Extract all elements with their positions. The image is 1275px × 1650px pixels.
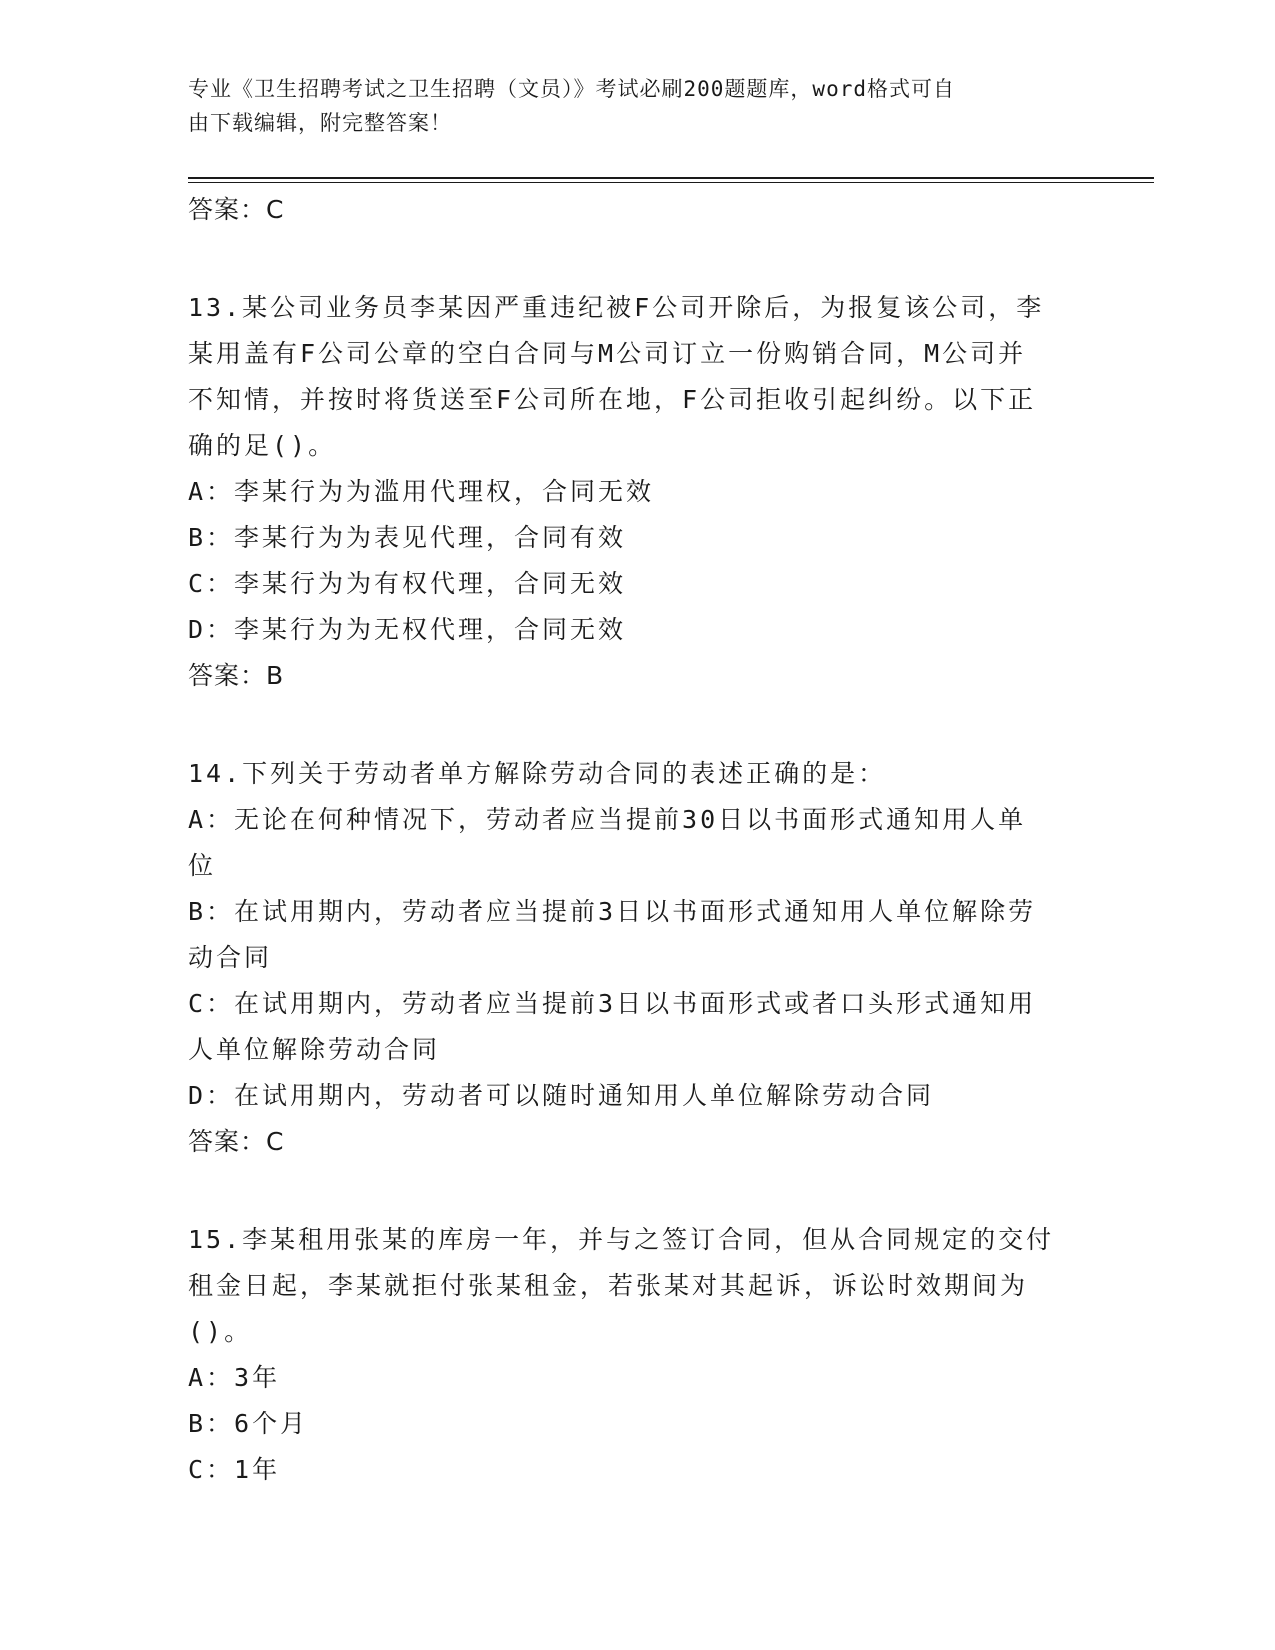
question-13-option-c: C：李某行为为有权代理，合同无效: [188, 569, 627, 598]
question-15: [188, 1217, 1088, 1493]
question-14-option-a-2: 位: [188, 851, 217, 880]
spacer: [188, 1165, 1088, 1217]
answer-previous: 答案：C: [188, 195, 285, 224]
question-14-option-d: D：在试用期内，劳动者可以随时通知用人单位解除劳动合同: [188, 1081, 935, 1110]
question-13: [188, 285, 1088, 699]
question-14-option-a-1: A：无论在何种情况下，劳动者应当提前30日以书面形式通知用人单: [188, 805, 1027, 834]
header-divider-thin: [188, 182, 1154, 183]
question-15-text-1: 15.李某租用张某的库房一年，并与之签订合同，但从合同规定的交付: [188, 1225, 1055, 1254]
question-14-option-b-1: B：在试用期内，劳动者应当提前3日以书面形式通知用人单位解除劳: [188, 897, 1037, 926]
question-15-text-2: 租金日起，李某就拒付张某租金，若张某对其起诉，诉讼时效期间为: [188, 1271, 1029, 1300]
question-15-text-3: ()。: [188, 1317, 253, 1346]
document-body: [188, 187, 1088, 1493]
question-14-text-1: 14.下列关于劳动者单方解除劳动合同的表述正确的是：: [188, 759, 887, 788]
question-14-option-c-2: 人单位解除劳动合同: [188, 1035, 441, 1064]
question-14: [188, 751, 1088, 1165]
header-line-2: 由下载编辑，附完整答案！: [188, 111, 452, 135]
question-13-text-2: 某用盖有F公司公章的空白合同与M公司订立一份购销合同，M公司并: [188, 339, 1027, 368]
spacer: [188, 233, 1088, 285]
question-13-text-1: 13.某公司业务员李某因严重违纪被F公司开除后，为报复该公司，李: [188, 293, 1045, 322]
spacer: [188, 699, 1088, 751]
question-13-option-d: D：李某行为为无权代理，合同无效: [188, 615, 627, 644]
document-header: [188, 72, 1068, 140]
question-13-answer: 答案：B: [188, 661, 285, 690]
question-13-option-a: A：李某行为为滥用代理权，合同无效: [188, 477, 655, 506]
question-15-option-a: A：3年: [188, 1363, 281, 1392]
header-divider-thick: [188, 177, 1154, 179]
question-15-option-c: C：1年: [188, 1455, 281, 1484]
question-15-option-b: B：6个月: [188, 1409, 309, 1438]
question-13-text-4: 确的足()。: [188, 431, 337, 460]
header-line-1: 专业《卫生招聘考试之卫生招聘（文员）》考试必刷200题题库，word格式可自: [188, 77, 955, 101]
question-13-option-b: B：李某行为为表见代理，合同有效: [188, 523, 627, 552]
question-13-text-3: 不知情，并按时将货送至F公司所在地，F公司拒收引起纠纷。以下正: [188, 385, 1037, 414]
question-14-answer: 答案：C: [188, 1127, 285, 1156]
question-14-option-c-1: C：在试用期内，劳动者应当提前3日以书面形式或者口头形式通知用: [188, 989, 1037, 1018]
question-14-option-b-2: 动合同: [188, 943, 273, 972]
